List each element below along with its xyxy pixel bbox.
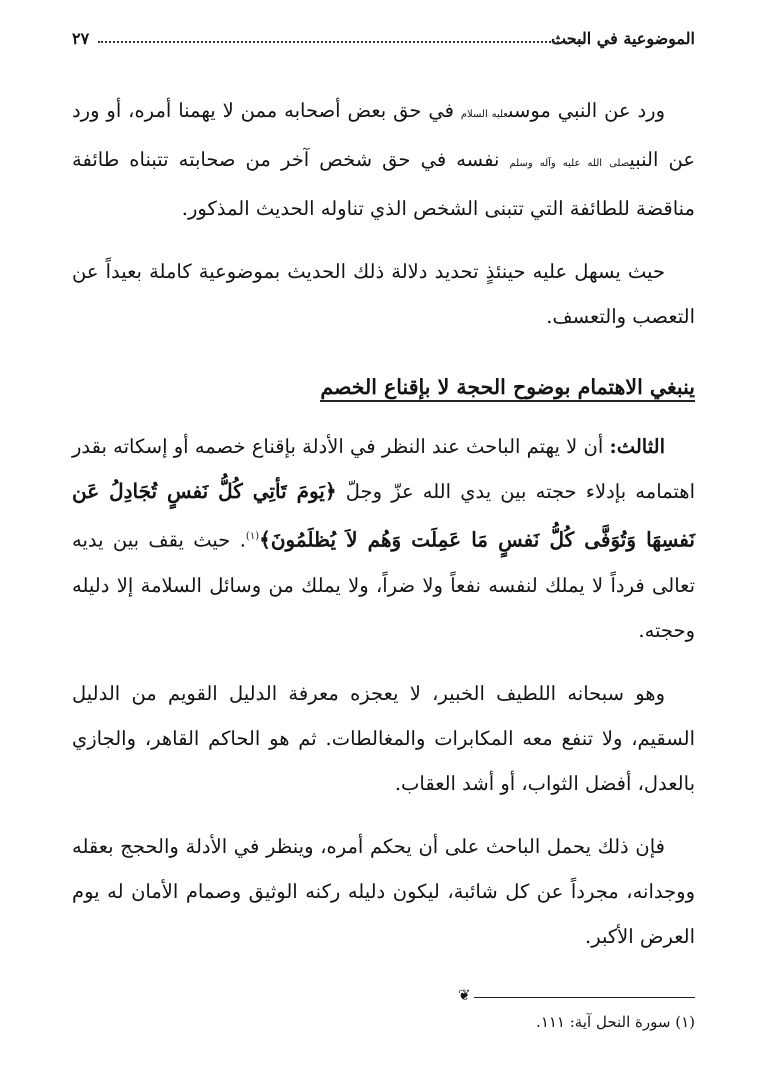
- page-number: ٢٧: [72, 26, 93, 52]
- running-head: [72, 26, 695, 52]
- paragraph-2: حيث يسهل عليه حينئذٍ تحديد دلالة ذلك الحديث بموضوعية كاملة بعيداً عن التعصب والتعسف.: [72, 260, 695, 328]
- divider-ornament-icon: ❦: [455, 986, 474, 1004]
- paragraph-1-part-a: ورد عن النبي موسى: [508, 99, 665, 122]
- honorific-mark: عليه السلام: [460, 109, 509, 120]
- quran-verse: ﴿يَومَ تَأتِي كُلُّ نَفسٍ تُجَادِلُ عَن نَفسِهَا وَتُوَفَّى كُلُّ نَفسٍ مَا عَمِلَت وَهُم لاَ يُظلَمُونَ﴾: [72, 479, 695, 552]
- paragraph-1-part-b: في حق بعض أصحابه ممن لا يهمنا أمره، أو ورد عن النبي: [72, 99, 695, 171]
- paragraph-5: فإن ذلك يحمل الباحث على أن يحكم أمره، وينظر في الأدلة والحجج بعقله ووجدانه، مجرداً عن كل شائبة، ليكون دليله ركنه الوثيق وصمام الأمان له يوم العرض الأكبر.: [72, 834, 695, 948]
- section-heading-text: ينبغي الاهتمام بوضوح الحجة لا بإقناع الخصم: [320, 375, 695, 402]
- paragraph-1: [72, 88, 695, 231]
- footnote: (١) سورة النحل آية: ١١١.: [536, 1013, 695, 1031]
- paragraph-3-part-b: . حيث يقف بين يديه تعالى فرداً لا يملك لنفسه نفعاً ولا ضراً، ولا يملك من وسائل السلامة إلا دليله وحجته.: [72, 528, 695, 642]
- page-body: [72, 88, 695, 977]
- paragraph-3-label: الثالث:: [609, 435, 665, 458]
- paragraph-4: وهو سبحانه اللطيف الخبير، لا يعجزه معرفة الدليل القويم من الدليل السقيم، ولا تنفع معه المكابرات والمغالطات. ثم هو الحاكم القاهر، والجازي بالعدل، أفضل الثواب، أو أشد العقاب.: [72, 681, 695, 795]
- leader-dots: [98, 41, 583, 43]
- paragraph-1-part-c: نفسه في حق شخص آخر من صحابته تتبناه طائفة مناقضة للطائفة التي تتبنى الشخص الذي تناوله الحديث المذكور.: [72, 148, 695, 220]
- running-head-title: الموضوعية في البحث: [547, 26, 695, 52]
- section-heading: [72, 365, 695, 410]
- footnote-divider: [455, 986, 695, 1004]
- divider-line: [455, 997, 695, 998]
- paragraph-3: [72, 424, 695, 653]
- footnote-reference: (١): [245, 531, 260, 542]
- paragraph-3-part-a: أن لا يهتم الباحث عند النظر في الأدلة بإقناع خصمه أو إسكاته بقدر اهتمامه بإدلاء حجته بين يدي الله عزّ وجلّ: [72, 435, 695, 503]
- honorific-mark: صلى الله عليه وآله وسلم: [509, 158, 630, 169]
